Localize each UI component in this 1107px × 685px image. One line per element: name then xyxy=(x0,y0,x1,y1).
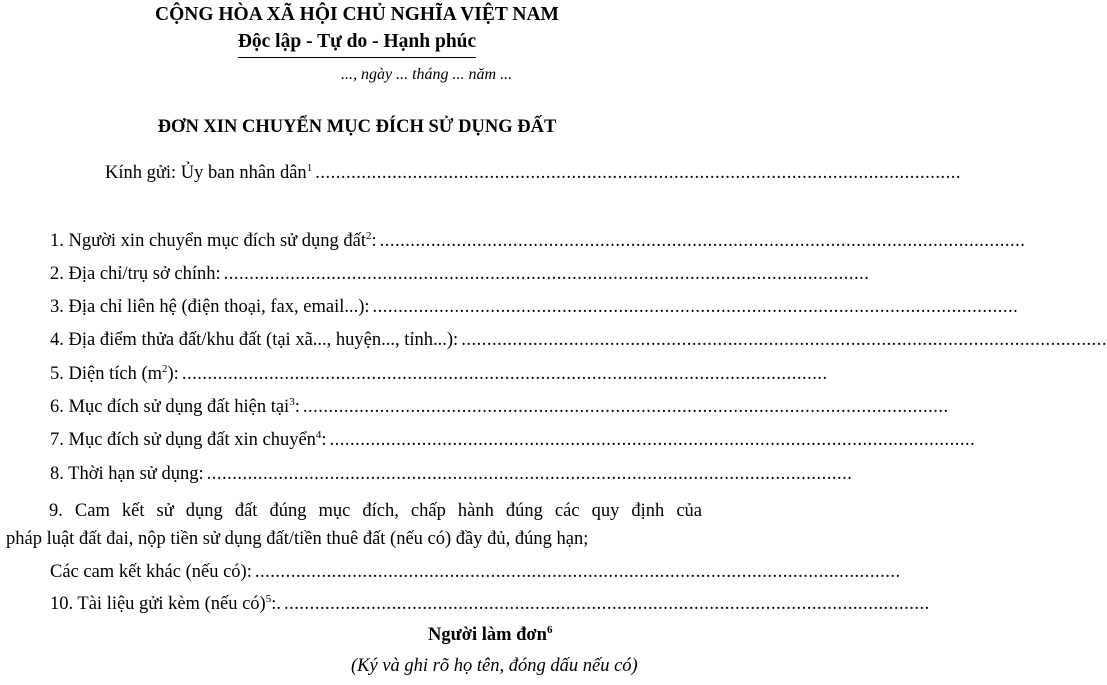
fill-in-dots[interactable]: .............................................................................................................................. xyxy=(283,594,930,614)
recipient-label: Kính gửi: Ủy ban nhân dân$^1$ xyxy=(105,161,313,183)
field-current-purpose xyxy=(50,395,949,423)
date-line: ..., ngày ... tháng ... năm ... xyxy=(341,66,513,83)
fill-in-dots[interactable]: .............................................................................................................................. xyxy=(379,231,1026,251)
field-label: 10. Tài liệu gửi kèm (nếu có)$^5$:. xyxy=(50,592,281,614)
applicant-signature-title: Người làm đơn$^6$ xyxy=(428,623,553,645)
fill-in-dots[interactable]: .............................................................................................................................. xyxy=(302,397,949,417)
commitment-line-1: 9. Cam kết sử dụng đất đúng mục đích, chấp hành đúng các quy định của xyxy=(49,501,702,521)
fill-in-dots[interactable]: .............................................................................................................................. xyxy=(181,364,828,384)
fill-in-dots[interactable]: .............................................................................................................................. xyxy=(329,430,976,450)
fill-in-dots[interactable]: .............................................................................................................................. xyxy=(206,464,853,484)
fill-in-dots[interactable]: .............................................................................................................................. xyxy=(461,330,1107,350)
field-duration xyxy=(50,464,853,490)
fill-in-dots[interactable]: .............................................................................................................................. xyxy=(372,297,1019,317)
superscript: 2 xyxy=(162,362,168,375)
field-applicant xyxy=(50,229,1026,257)
field-label: 7. Mục đích sử dụng đất xin chuyển$^4$: xyxy=(50,428,327,450)
national-title: CỘNG HÒA XÃ HỘI CHỦ NGHĨA VIỆT NAM xyxy=(155,4,559,25)
motto-wrapper xyxy=(0,31,714,58)
field-contact xyxy=(50,297,1019,323)
footnote-marker: 5 xyxy=(265,592,272,605)
field-label: 6. Mục đích sử dụng đất hiện tại$^3$: xyxy=(50,395,300,417)
commitment-paragraph xyxy=(6,497,702,553)
field-label: 5. Diện tích $(m^2)$: xyxy=(50,362,179,384)
footnote-marker: 3 xyxy=(289,395,295,408)
field-address xyxy=(50,264,870,290)
field-label: 1. Người xin chuyển mục đích sử dụng đất$^2$: xyxy=(50,229,377,251)
recipient-line xyxy=(105,161,961,189)
fill-in-dots[interactable]: .............................................................................................................................. xyxy=(254,562,901,582)
national-motto: Độc lập - Tự do - Hạnh phúc xyxy=(238,31,476,58)
field-label: 8. Thời hạn sử dụng: xyxy=(50,464,204,484)
field-area xyxy=(50,362,828,390)
footnote-marker: 1 xyxy=(306,161,313,174)
field-label: Các cam kết khác (nếu có): xyxy=(50,562,252,582)
field-requested-purpose xyxy=(50,428,976,456)
field-label: 3. Địa chỉ liên hệ (điện thoại, fax, email...): xyxy=(50,297,370,317)
field-label: 4. Địa điểm thửa đất/khu đất (tại xã..., huyện..., tỉnh...): xyxy=(50,330,459,350)
field-location xyxy=(50,330,1107,356)
signature-instruction: (Ký và ghi rõ họ tên, đóng dấu nếu có) xyxy=(351,656,638,676)
fill-in-dots[interactable]: .............................................................................................................................. xyxy=(315,163,961,183)
commitment-line-2: pháp luật đất đai, nộp tiền sử dụng đất/tiền thuê đất (nếu có) đầy đủ, đúng hạn; xyxy=(6,529,589,549)
fill-in-dots[interactable]: .............................................................................................................................. xyxy=(223,264,870,284)
footnote-marker: 6 xyxy=(546,623,553,636)
footnote-marker: 2 xyxy=(366,229,372,242)
document-title: ĐƠN XIN CHUYỂN MỤC ĐÍCH SỬ DỤNG ĐẤT xyxy=(157,117,557,137)
field-other-commitments xyxy=(50,562,901,588)
field-label: 2. Địa chỉ/trụ sở chính: xyxy=(50,264,221,284)
footnote-marker: 4 xyxy=(315,428,322,441)
field-attachments xyxy=(50,592,930,620)
